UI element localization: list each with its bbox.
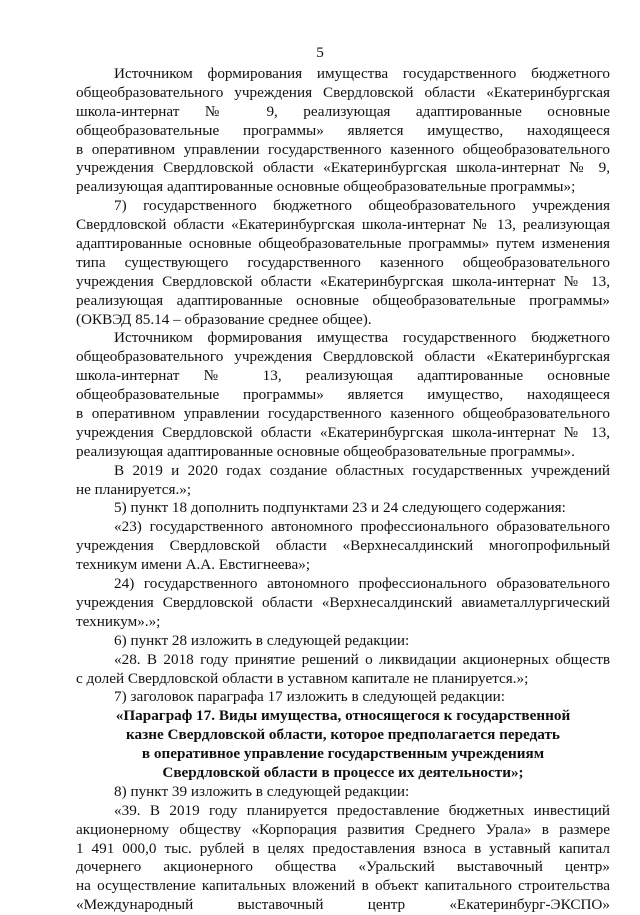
- document-body: [76, 65, 610, 915]
- text-line: (ОКВЭД 85.14 – образование среднее общее).: [76, 310, 372, 328]
- page-number: 5: [316, 44, 324, 61]
- text-line: 7) заголовок параграфа 17 изложить в следующей редакции:: [114, 688, 505, 706]
- text-line: 24) государственного автономного профессионального образовательного: [114, 575, 610, 593]
- text-line: «23) государственного автономного профессионального образовательного: [114, 518, 610, 536]
- text-line: учреждения Свердловской области «Верхнесалдинский авиаметаллургический: [76, 593, 610, 611]
- section-heading-line: «Параграф 17. Виды имущества, относящегося к государственной: [115, 707, 571, 725]
- text-line: в оперативном управлении государственного казенного общеобразовательного: [76, 405, 610, 423]
- text-line: адаптированные основные общеобразовательные программы» путем изменения: [76, 235, 610, 253]
- text-line: реализующая адаптированные основные общеобразовательные программы»: [76, 291, 610, 309]
- text-line: в оперативном управлении государственного казенного общеобразовательного: [76, 140, 610, 158]
- text-line: учреждения Свердловской области «Верхнесалдинский многопрофильный: [76, 537, 610, 555]
- text-line: учреждения Свердловской области «Екатеринбургская школа-интернат № 13,: [76, 423, 610, 441]
- text-line: реализующая адаптированные основные общеобразовательные программы»;: [76, 178, 576, 196]
- text-line: с долей Свердловской области в уставном капитале не планируется.»;: [76, 669, 529, 687]
- text-line: Источником формирования имущества государственного бюджетного: [114, 329, 610, 347]
- text-line: типа существующего государственного казенного общеобразовательного: [76, 253, 610, 271]
- text-line: В 2019 и 2020 годах создание областных государственных учреждений: [114, 461, 610, 479]
- text-line: Свердловской области «Екатеринбургская школа-интернат № 13, реализующая: [76, 216, 610, 234]
- text-line: 5) пункт 18 дополнить подпунктами 23 и 24 следующего содержания:: [114, 499, 566, 517]
- text-line: реализующая адаптированные основные общеобразовательные программы».: [76, 442, 575, 460]
- text-line: общеобразовательного учреждения Свердловской области «Екатеринбургская: [76, 83, 610, 101]
- text-line: общеобразовательные программы» является имущество, находящееся: [76, 386, 610, 404]
- text-line: общеобразовательные программы» является имущество, находящееся: [76, 121, 610, 139]
- text-line: на осуществление капитальных вложений в объект капитального строительства: [76, 877, 610, 895]
- text-line: общеобразовательного учреждения Свердловской области «Екатеринбургская: [76, 348, 610, 366]
- text-line: школа-интернат № 13, реализующая адаптированные основные: [76, 367, 610, 385]
- section-heading-line: казне Свердловской области, которое предполагается передать: [126, 726, 560, 744]
- text-line: 8) пункт 39 изложить в следующей редакции:: [114, 782, 410, 800]
- text-line: «Международный выставочный центр «Екатеринбург-ЭКСПО»: [76, 896, 610, 914]
- text-line: 6) пункт 28 изложить в следующей редакции:: [114, 631, 410, 649]
- text-line: не планируется.»;: [76, 480, 192, 498]
- text-line: Источником формирования имущества государственного бюджетного: [114, 65, 610, 82]
- text-line: 7) государственного бюджетного общеобразовательного учреждения: [114, 197, 610, 215]
- text-line: техникум имени А.А. Евстигнеева»;: [76, 556, 311, 574]
- text-line: учреждения Свердловской области «Екатеринбургская школа-интернат № 13,: [76, 272, 610, 290]
- text-line: акционерному обществу «Корпорация развития Среднего Урала» в размере: [76, 820, 610, 838]
- text-line: дочернего акционерного общества «Уральский выставочный центр»: [76, 858, 610, 876]
- text-line: «28. В 2018 году принятие решений о ликвидации акционерных обществ: [114, 650, 610, 668]
- text-line: «39. В 2019 году планируется предоставление бюджетных инвестиций: [114, 801, 610, 819]
- section-heading-line: Свердловской области в процессе их деятельности»;: [162, 763, 524, 781]
- text-line: 1 491 000,0 тыс. рублей в целях предоставления взноса в уставный капитал: [76, 839, 610, 857]
- text-line: учреждения Свердловской области «Екатеринбургская школа-интернат № 9,: [76, 159, 610, 177]
- section-heading-line: в оперативное управление государственным учреждениям: [141, 745, 545, 763]
- text-line: техникум».»;: [76, 612, 161, 630]
- text-line: школа-интернат № 9, реализующая адаптированные основные: [76, 102, 610, 120]
